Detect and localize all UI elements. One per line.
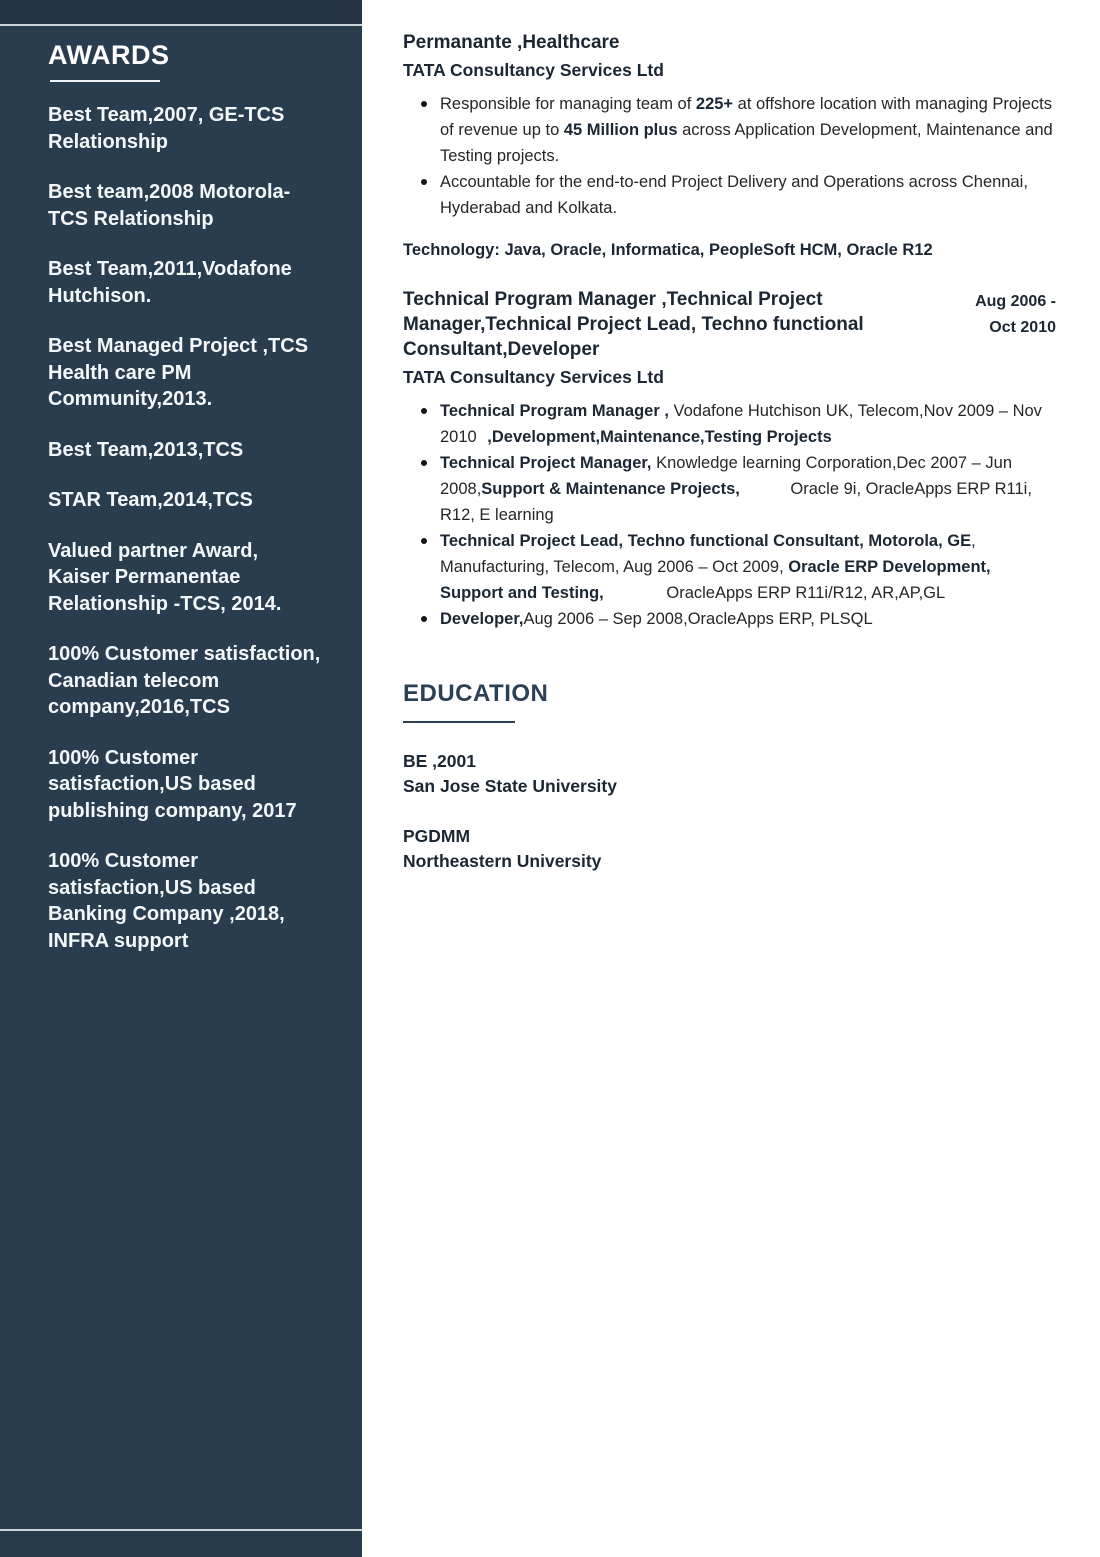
bullet-text: Developer,Aug 2006 – Sep 2008,OracleApps ERP, PLSQL bbox=[440, 610, 873, 628]
bullet-dot-icon bbox=[421, 538, 427, 544]
bullet-text: Responsible for managing team of 225+ at offshore location with managing Projects of revenue up to 45 Million plus across Application Development, Maintenance and Testing projects. bbox=[440, 95, 1053, 165]
job-dates bbox=[975, 287, 1056, 341]
education-underline bbox=[403, 721, 515, 723]
experience-entry-healthcare bbox=[403, 30, 1056, 262]
bullet-dot-icon bbox=[421, 179, 427, 185]
bullet-text: Technical Project Lead, Techno functional Consultant, Motorola, GE, Manufacturing, Telecom, Aug 2006 – Oct 2009, Oracle ERP Development, Support and Testing, OracleApps ERP R11i/R12, AR,AP,GL bbox=[440, 532, 991, 602]
education-entry bbox=[403, 750, 1056, 798]
bullet-text: Accountable for the end-to-end Project Delivery and Operations across Chennai, Hyderabad and Kolkata. bbox=[440, 173, 1028, 217]
award-item: Best Managed Project ,TCS Health care PM Community,2013. bbox=[48, 335, 309, 410]
sidebar-bottom-strip bbox=[0, 1529, 362, 1557]
job-bullet bbox=[403, 606, 1056, 632]
job-title: Permanante ,Healthcare bbox=[403, 32, 620, 53]
job-bullet bbox=[403, 91, 1056, 169]
bullet-dot-icon bbox=[421, 460, 427, 466]
award-item: Best Team,2011,Vodafone Hutchison. bbox=[48, 258, 292, 307]
bullet-text: Technical Project Manager, Knowledge learning Corporation,Dec 2007 – Jun 2008,Support & Maintenance Projects, Oracle 9i, OracleApps ERP R11i, R12, E learning bbox=[440, 454, 1032, 524]
job-title: Technical Program Manager ,Technical Project Manager,Technical Project Lead, Techno functional Consultant,Developer bbox=[403, 289, 864, 360]
technology-line: Technology: Java, Oracle, Informatica, PeopleSoft HCM, Oracle R12 bbox=[403, 241, 933, 259]
job-dates-line2: Oct 2010 bbox=[989, 319, 1056, 336]
job-bullet-list bbox=[403, 398, 1056, 632]
job-bullet bbox=[403, 169, 1056, 221]
bullet-dot-icon bbox=[421, 408, 427, 414]
degree-title: BE ,2001 bbox=[403, 751, 476, 771]
school-name: Northeastern University bbox=[403, 851, 602, 871]
award-item: Best Team,2013,TCS bbox=[48, 438, 244, 461]
job-bullet bbox=[403, 528, 1056, 606]
bullet-dot-icon bbox=[421, 616, 427, 622]
company-name: TATA Consultancy Services Ltd bbox=[403, 60, 664, 80]
bullet-text: Technical Program Manager , Vodafone Hutchison UK, Telecom,Nov 2009 – Nov 2010 ,Development,Maintenance,Testing Projects bbox=[440, 402, 1042, 446]
job-bullet-list bbox=[403, 91, 1056, 221]
job-bullet bbox=[403, 450, 1056, 528]
award-item: Best team,2008 Motorola-TCS Relationship bbox=[48, 181, 291, 230]
awards-heading: AWARDS bbox=[48, 40, 170, 70]
education-section bbox=[403, 679, 1056, 873]
job-title-row bbox=[403, 287, 1056, 362]
education-heading: EDUCATION bbox=[403, 680, 549, 707]
degree-title: PGDMM bbox=[403, 826, 471, 846]
awards-underline bbox=[50, 80, 160, 82]
award-item: 100% Customer satisfaction, Canadian telecom company,2016,TCS bbox=[48, 643, 321, 718]
award-item: Best Team,2007, GE-TCS Relationship bbox=[48, 104, 285, 153]
awards-section bbox=[0, 0, 362, 954]
school-name: San Jose State University bbox=[403, 776, 617, 796]
education-entry bbox=[403, 825, 1056, 873]
award-item: STAR Team,2014,TCS bbox=[48, 489, 253, 511]
job-dates-line1: Aug 2006 - bbox=[975, 293, 1056, 310]
award-item: 100% Customer satisfaction,US based Banking Company ,2018, INFRA support bbox=[48, 850, 285, 952]
bullet-dot-icon bbox=[421, 101, 427, 107]
award-item: 100% Customer satisfaction,US based publishing company, 2017 bbox=[48, 746, 297, 822]
company-name: TATA Consultancy Services Ltd bbox=[403, 367, 664, 387]
main-content bbox=[362, 0, 1100, 1557]
sidebar bbox=[0, 0, 362, 1557]
experience-entry-tpm bbox=[403, 287, 1056, 632]
job-bullet bbox=[403, 398, 1056, 450]
award-item: Valued partner Award, Kaiser Permanentae Relationship -TCS, 2014. bbox=[48, 539, 282, 615]
